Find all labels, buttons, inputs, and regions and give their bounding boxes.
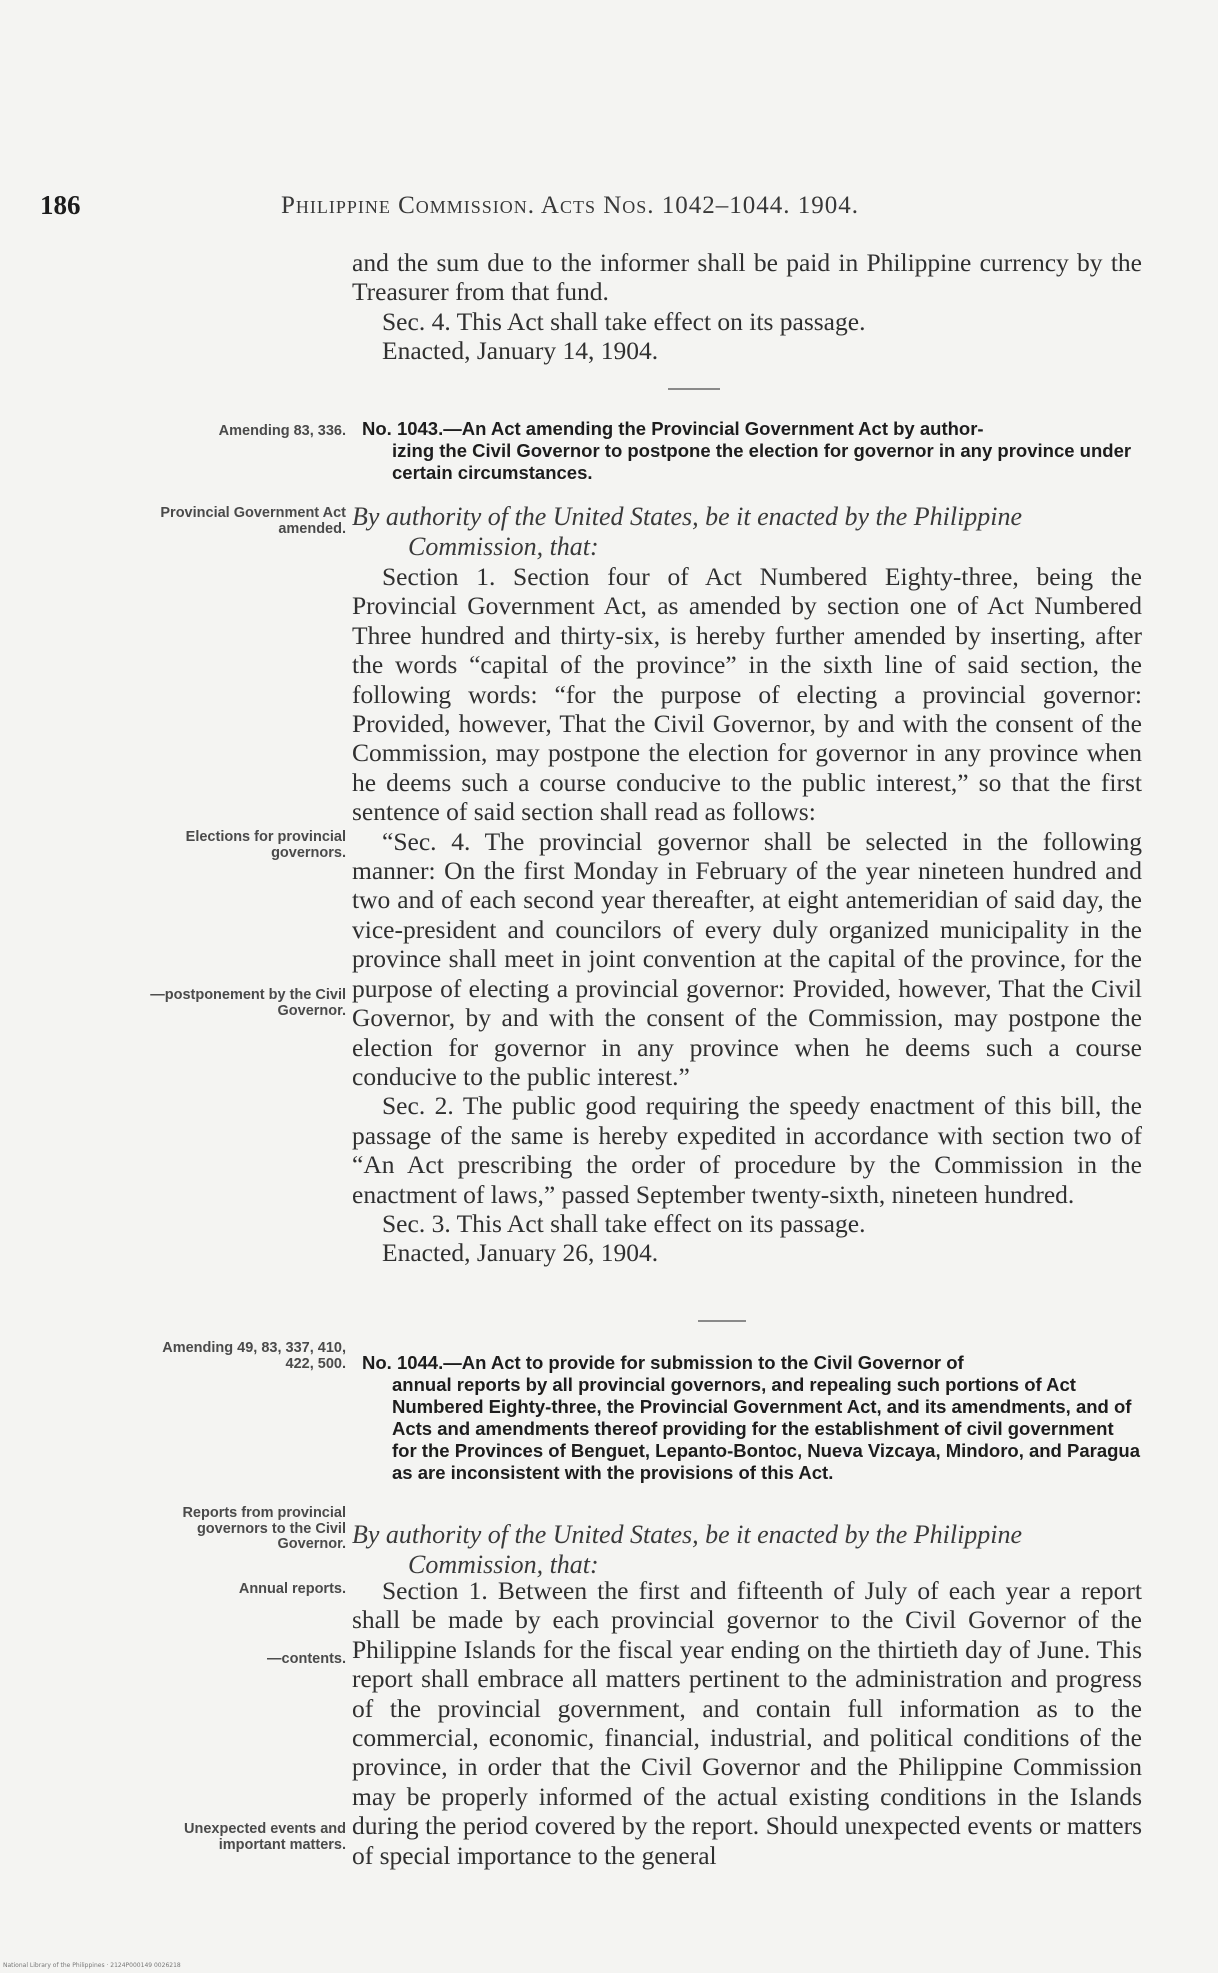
margin-note-provincial-govt: Provincial Government Act amended. — [160, 505, 346, 537]
margin-note-annual-reports: Annual reports. — [238, 1581, 346, 1597]
act-1044-title-rest: annual reports by all provincial governors, and repealing such portions of Act Numbered Eighty-three, the Provincial Government Act, and its amendments, and of Acts and amendments thereof providing for the establishment of civil government for the Provinces of Benguet, Lepanto-Bontoc, Nueva Vizcaya, Mindoro, and Paragua as are inconsistent with the provisions of this Act. — [392, 1374, 1141, 1483]
enacting-clause-line1: By authority of the United States, be it enacted by the Philippine — [352, 1520, 1023, 1549]
act-1043-section2: Sec. 2. The public good requiring the speedy enactment of this bill, the passage of the same is hereby expedited in accordance with section two of “An Act prescribing the order of procedure by the Commission in the enactment of laws,” passed September twenty-sixth, nineteen hundred. — [352, 1091, 1142, 1209]
prev-act-text: and the sum due to the informer shall be paid in Philippine currency by the Treasurer from that fund. — [352, 248, 1142, 307]
prev-act-continuation — [352, 248, 1142, 366]
margin-note-postponement: —postponement by the Civil Governor. — [150, 987, 346, 1019]
prev-act-enacted: Enacted, January 14, 1904. — [382, 336, 659, 366]
margin-note-amending-1044: Amending 49, 83, 337, 410, 422, 500. — [162, 1340, 346, 1372]
page-header — [40, 190, 1100, 226]
act-1044-section1: Section 1. Between the first and fifteenth of July of each year a report shall be made by each provincial governor to the Civil Governor of the Philippine Islands for the fiscal year ending on the thirtieth day of June. This report shall embrace all matters pertinent to the administration and progress of the provincial government, and contain full information as to the commercial, economic, financial, industrial, and political conditions of the province, in order that the Civil Governor and the Philippine Commission may be properly informed of the actual existing conditions in the Islands during the period covered by the report. Should unexpected events or matters of special importance to the general — [352, 1576, 1142, 1870]
enacting-clause-line2: Commission, that: — [408, 1550, 599, 1579]
running-title: Philippine Commission. Acts Nos. 1042–1044. 1904. — [280, 192, 860, 219]
act-1043-title-line1: No. 1043.—An Act amending the Provincial Government Act by author- — [362, 418, 984, 439]
act-1043-section3: Sec. 3. This Act shall take effect on its passage. — [382, 1208, 866, 1238]
act-1043-body — [352, 562, 1142, 1268]
act-1043-section1: Section 1. Section four of Act Numbered Eighty-three, being the Provincial Government Act, as amended by section one of Act Numbered Three hundred and thirty-six, is hereby further amended by inserting, after the words “capital of the province” in the sixth line of said section, the following words: “for the purpose of electing a provincial governor: Provided, however, That the Civil Governor, by and with the consent of the Commission, may postpone the election for governor in any province when he deems such a course conducive to the public interest,” so that the first sentence of said section shall read as follows: — [352, 562, 1142, 827]
act-1043-title — [362, 418, 1142, 484]
enacting-clause-line2: Commission, that: — [408, 532, 599, 561]
scan-source-footer: National Library of the Philippines · 2124P000149 0026218 — [3, 1962, 181, 1969]
page-number: 186 — [40, 190, 81, 220]
separator-rule — [698, 1320, 746, 1322]
act-1043-title-rest: izing the Civil Governor to postpone the election for governor in any province under certain circumstances. — [392, 440, 1132, 483]
margin-note-elections: Elections for provincial governors. — [185, 829, 346, 861]
enacting-clause-line1: By authority of the United States, be it enacted by the Philippine — [352, 502, 1023, 531]
act-1044-body — [352, 1576, 1142, 1870]
margin-note-unexpected: Unexpected events and important matters. — [184, 1821, 346, 1853]
act-1044-title — [362, 1352, 1142, 1484]
prev-act-sec4: Sec. 4. This Act shall take effect on its passage. — [382, 306, 866, 336]
act-1044-enacting-clause — [352, 1520, 1142, 1580]
margin-note-reports: Reports from provincial governors to the Civil Governor. — [182, 1505, 346, 1552]
act-1043-enacted: Enacted, January 26, 1904. — [382, 1238, 659, 1268]
act-1043-enacting-clause — [352, 502, 1142, 562]
margin-note-amending-1043: Amending 83, 336. — [218, 423, 346, 439]
margin-note-contents: —contents. — [267, 1651, 346, 1667]
act-1043-quoted-sec4: “Sec. 4. The provincial governor shall be selected in the following manner: On the first Monday in February of the year nineteen hundred and two and of each second year thereafter, at eight antemeridian of said day, the vice-president and councilors of every duly organized municipality in the province shall meet in joint convention at the capital of the province, for the purpose of electing a provincial governor: Provided, however, That the Civil Governor, by and with the consent of the Commission, may postpone the election for governor in any province when he deems such a course conducive to the public interest.” — [352, 826, 1142, 1091]
act-1044-title-line1: No. 1044.—An Act to provide for submission to the Civil Governor of — [362, 1352, 964, 1373]
separator-rule — [668, 388, 720, 390]
